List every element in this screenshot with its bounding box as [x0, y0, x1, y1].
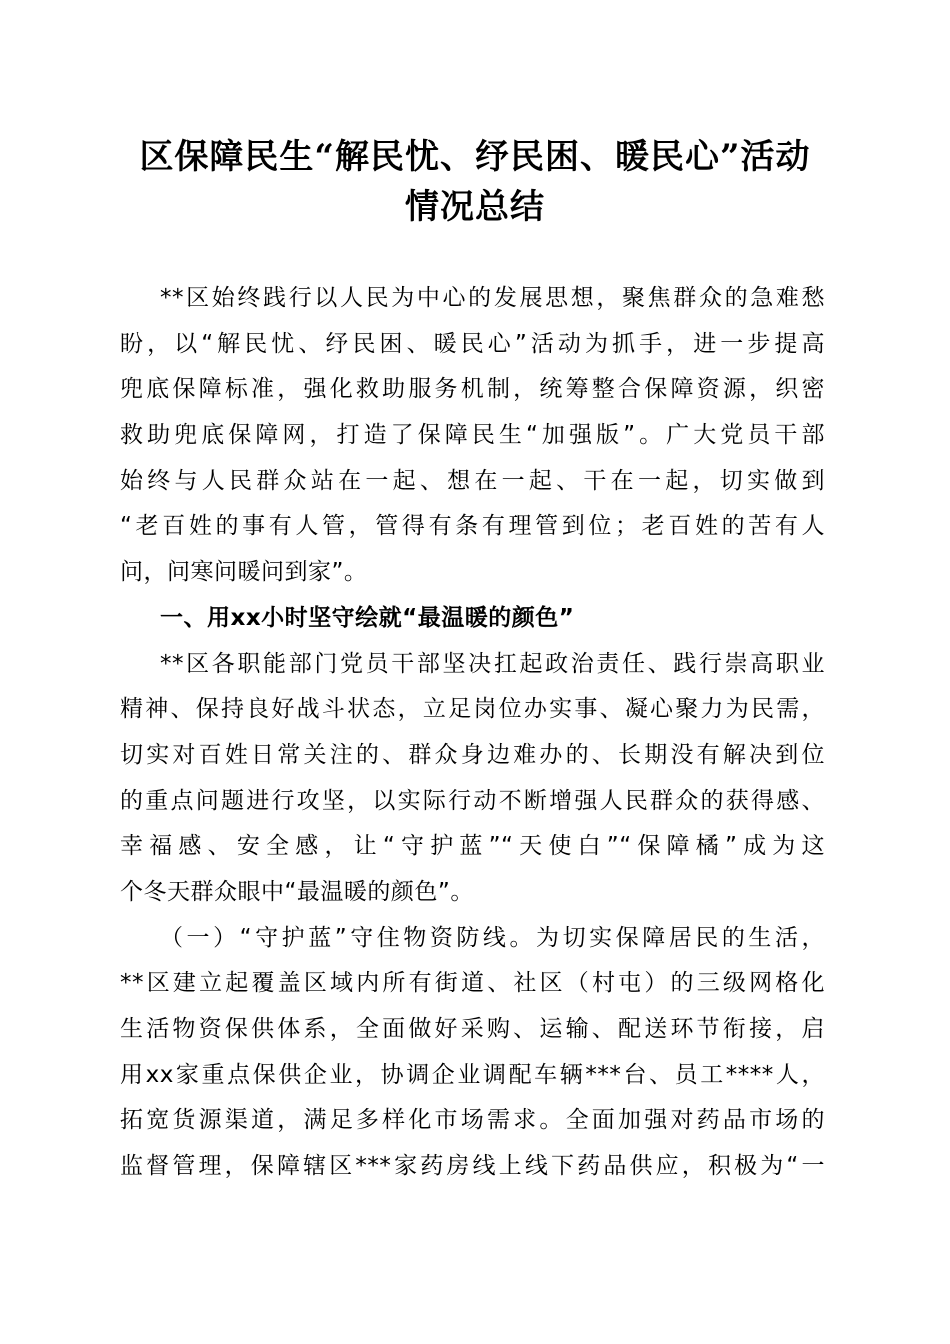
- text-line: 切实对百姓日常关注的、群众身边难办的、长期没有解决到位: [120, 741, 825, 768]
- text-line: （一）“守护蓝”守住物资防线。为切实保障居民的生活，: [160, 924, 825, 951]
- text-line: 生活物资保供体系，全面做好采购、运输、配送环节衔接，启: [120, 1016, 825, 1042]
- title-line-1: 区保障民生“解民忧、纾民困、暖民心”活动: [139, 137, 811, 177]
- section-heading-1: 一、用xx小时坚守绘就“最温暖的颜色”: [160, 604, 575, 631]
- text-line: **区各职能部门党员干部坚决扛起政治责任、践行崇高职业: [160, 650, 825, 677]
- paragraph-intro: [120, 276, 825, 596]
- title-line-2: 情况总结: [405, 187, 545, 227]
- paragraph-section-1: [120, 642, 825, 916]
- text-line: 幸福感、安全感，让“守护蓝”“天使白”“保障橘”成为这: [120, 833, 825, 860]
- document-body: [120, 276, 825, 1190]
- text-line: 始终与人民群众站在一起、想在一起、干在一起，切实做到: [120, 467, 825, 494]
- text-line: 个冬天群众眼中“最温暖的颜色”。: [120, 878, 474, 905]
- text-line: 盼，以“解民忧、纾民困、暖民心”活动为抓手，进一步提高: [120, 330, 825, 357]
- text-line: 用xx家重点保供企业，协调企业调配车辆***台、员工****人，: [120, 1061, 825, 1088]
- text-line: 精神、保持良好战斗状态，立足岗位办实事、凝心聚力为民需，: [120, 696, 825, 723]
- text-line: 问，问寒问暖问到家”。: [120, 559, 368, 586]
- text-line: “老百姓的事有人管，管得有条有理管到位；老百姓的苦有人: [120, 513, 825, 540]
- text-line: 救助兜底保障网，打造了保障民生“加强版”。广大党员干部: [120, 422, 825, 449]
- text-line: 兜底保障标准，强化救助服务机制，统筹整合保障资源，织密: [120, 376, 825, 403]
- paragraph-subsection-1: [120, 916, 825, 1190]
- text-line: 的重点问题进行攻坚，以实际行动不断增强人民群众的获得感、: [120, 787, 825, 814]
- document-title: [90, 132, 860, 232]
- text-line: **区建立起覆盖区域内所有街道、社区（村屯）的三级网格化: [120, 970, 825, 997]
- text-line: 监督管理，保障辖区***家药房线上线下药品供应，积极为“一: [120, 1153, 825, 1180]
- text-line: 拓宽货源渠道，满足多样化市场需求。全面加强对药品市场的: [120, 1107, 825, 1134]
- text-line: **区始终践行以人民为中心的发展思想，聚焦群众的急难愁: [160, 285, 825, 311]
